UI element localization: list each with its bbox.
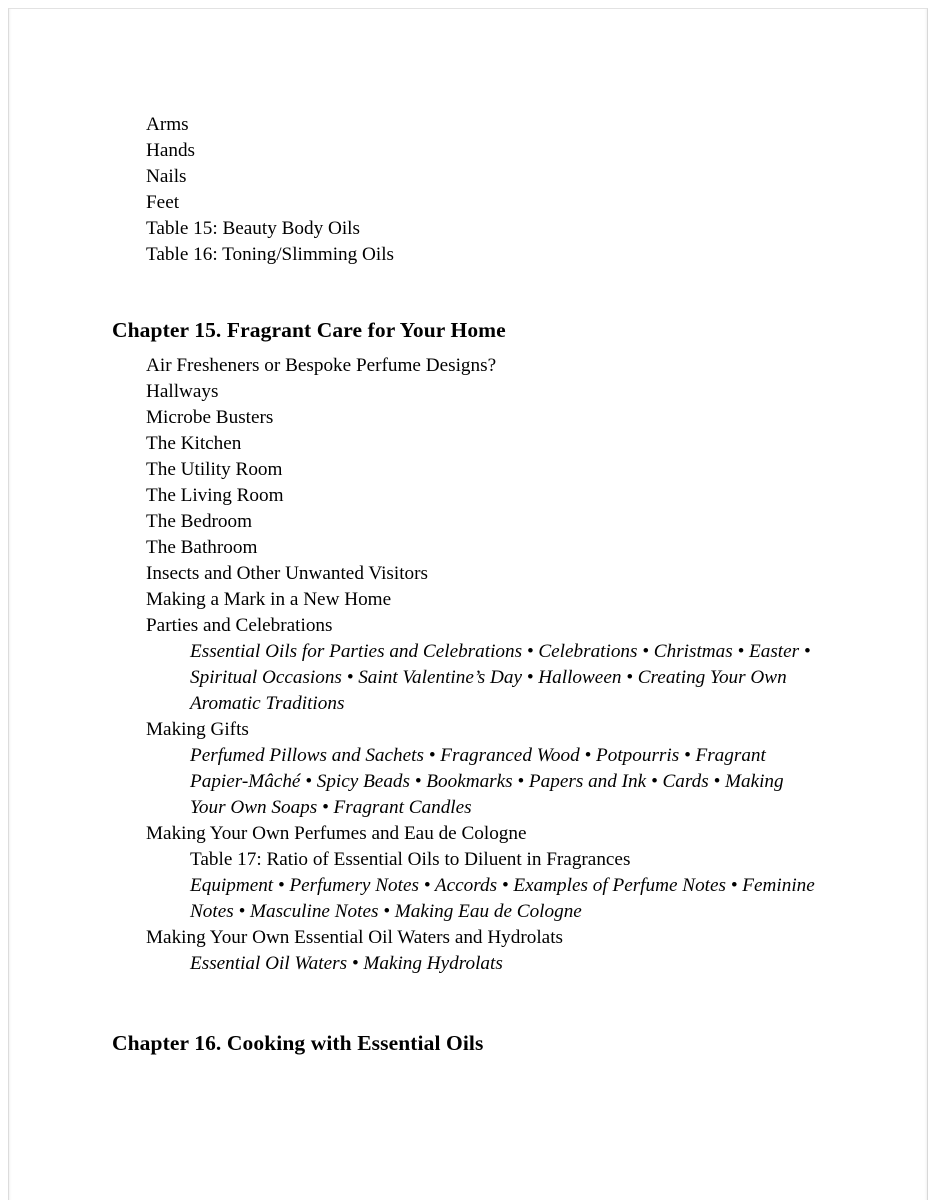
toc-entry-table: Table 16: Toning/Slimming Oils bbox=[146, 244, 395, 265]
toc-entry: Hands bbox=[146, 140, 196, 161]
toc-entry: The Bathroom bbox=[146, 537, 258, 558]
toc-entry: The Utility Room bbox=[146, 459, 283, 480]
toc-entry-table: Table 15: Beauty Body Oils bbox=[146, 218, 360, 239]
toc-subentry: Perfumed Pillows and Sachets • Fragranced Wood • Potpourris • Fragrant Papier-Mâché • Spicy Beads • Bookmarks • Papers and Ink • Cards • Making Your Own Soaps • Fragrant Candles bbox=[190, 745, 784, 818]
toc-entry: Making Your Own Perfumes and Eau de Cologne bbox=[146, 823, 527, 844]
chapter-heading-16: Chapter 16. Cooking with Essential Oils bbox=[112, 1031, 484, 1055]
toc-entry: The Kitchen bbox=[146, 433, 242, 454]
toc-subentry: Equipment • Perfumery Notes • Accords • Examples of Perfume Notes • Feminine Notes • Masculine Notes • Making Eau de Cologne bbox=[190, 875, 815, 922]
toc-subentry: Essential Oils for Parties and Celebrations • Celebrations • Christmas • Easter • Spiritual Occasions • Saint Valentine’s Day • Halloween • Creating Your Own Aromatic Traditions bbox=[190, 641, 811, 714]
toc-entry: Arms bbox=[146, 114, 189, 135]
toc-subentry: Essential Oil Waters • Making Hydrolats bbox=[190, 953, 503, 974]
toc-entry: The Living Room bbox=[146, 485, 284, 506]
toc-entry: Parties and Celebrations bbox=[146, 615, 333, 636]
toc-entry: Insects and Other Unwanted Visitors bbox=[146, 563, 428, 584]
toc-entry: Hallways bbox=[146, 381, 219, 402]
toc-entry: Making a Mark in a New Home bbox=[146, 589, 392, 610]
toc-section-continued bbox=[0, 112, 936, 268]
toc-entry: Air Fresheners or Bespoke Perfume Designs? bbox=[146, 355, 497, 376]
toc-entry: Nails bbox=[146, 166, 187, 187]
toc-entry: Making Your Own Essential Oil Waters and Hydrolats bbox=[146, 927, 563, 948]
toc-subentry-table: Table 17: Ratio of Essential Oils to Diluent in Fragrances bbox=[190, 849, 631, 870]
toc-entry: Making Gifts bbox=[146, 719, 249, 740]
toc-entry: The Bedroom bbox=[146, 511, 253, 532]
toc-entry: Microbe Busters bbox=[146, 407, 274, 428]
chapter-heading-15: Chapter 15. Fragrant Care for Your Home bbox=[112, 318, 506, 342]
toc-entry: Feet bbox=[146, 192, 180, 213]
toc-section-chapter-15 bbox=[0, 353, 936, 977]
